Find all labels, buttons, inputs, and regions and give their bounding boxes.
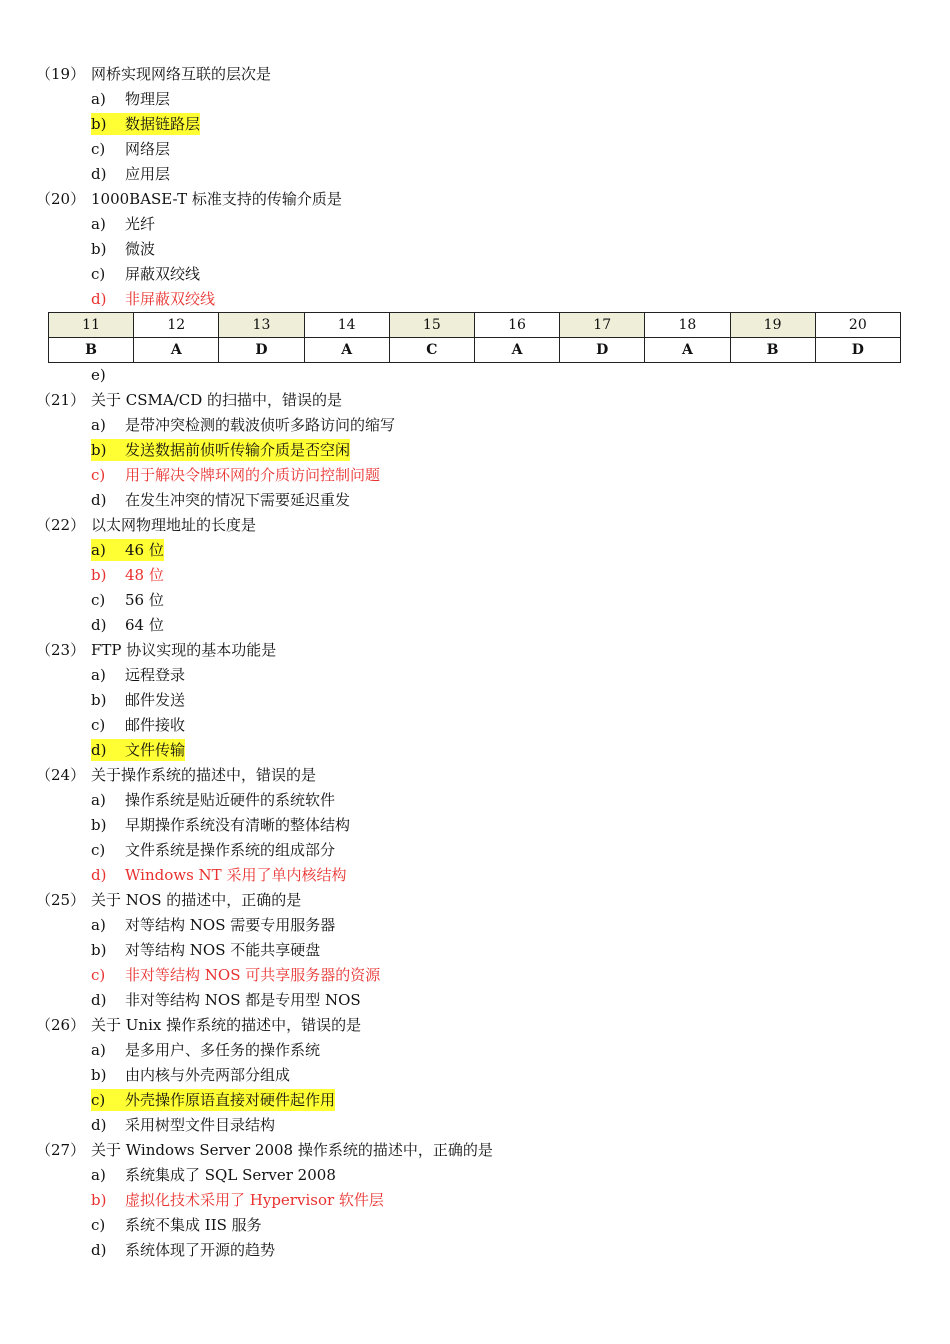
table-cell-number: 16 xyxy=(474,313,559,338)
table-cell-answer: D xyxy=(219,338,304,363)
question-text: 关于 Windows Server 2008 操作系统的描述中，正确的是 xyxy=(91,1141,493,1159)
answer-table xyxy=(48,312,901,363)
option-label: b) xyxy=(91,115,107,133)
table-cell-answer: A xyxy=(474,338,559,363)
option-text: 邮件发送 xyxy=(125,691,186,709)
table-cell-answer: A xyxy=(645,338,730,363)
option-text: 在发生冲突的情况下需要延迟重发 xyxy=(125,491,351,509)
question-number: （27） xyxy=(36,1141,86,1159)
question-number: （25） xyxy=(36,891,86,909)
option-label: d) xyxy=(91,165,107,183)
option-label: b) xyxy=(91,1066,107,1084)
question-text: 网桥实现网络互联的层次是 xyxy=(91,65,272,83)
option-label: b) xyxy=(91,691,107,709)
table-cell-answer: A xyxy=(304,338,389,363)
option-text: 微波 xyxy=(125,240,156,258)
option-text: 屏蔽双绞线 xyxy=(125,265,201,283)
option-text: Windows NT 采用了单内核结构 xyxy=(125,866,347,884)
option-label: c) xyxy=(91,1091,106,1109)
question-text: 关于 Unix 操作系统的描述中，错误的是 xyxy=(91,1016,362,1034)
option-label: a) xyxy=(91,666,106,684)
question-number: （23） xyxy=(36,641,86,659)
option-label: b) xyxy=(91,941,107,959)
option-label: d) xyxy=(91,741,107,759)
option-label: d) xyxy=(91,616,107,634)
table-cell-answer: D xyxy=(560,338,645,363)
option-label: d) xyxy=(91,866,107,884)
option-text: 由内核与外壳两部分组成 xyxy=(125,1066,291,1084)
table-cell-number: 12 xyxy=(134,313,219,338)
table-cell-number: 13 xyxy=(219,313,304,338)
question-text: 关于 NOS 的描述中，正确的是 xyxy=(91,891,302,909)
option-label: a) xyxy=(91,90,106,108)
question-number: （20） xyxy=(36,190,86,208)
option-text: 非屏蔽双绞线 xyxy=(125,290,216,308)
option-label: a) xyxy=(91,791,106,809)
option-label: a) xyxy=(91,215,106,233)
option-label: c) xyxy=(91,591,106,609)
option-label: e) xyxy=(91,366,106,384)
table-cell-number: 11 xyxy=(49,313,134,338)
option-text: 物理层 xyxy=(125,90,171,108)
question-number: （19） xyxy=(36,65,86,83)
option-label: c) xyxy=(91,265,106,283)
table-cell-number: 17 xyxy=(560,313,645,338)
option-label: c) xyxy=(91,966,106,984)
option-label: d) xyxy=(91,1241,107,1259)
table-cell-answer: D xyxy=(815,338,900,363)
option-label: a) xyxy=(91,1166,106,1184)
option-text: 发送数据前侦听传输介质是否空闲 xyxy=(125,441,351,459)
option-text: 系统集成了 SQL Server 2008 xyxy=(125,1166,336,1184)
option-text: 操作系统是贴近硬件的系统软件 xyxy=(125,791,336,809)
option-text: 邮件接收 xyxy=(125,716,186,734)
option-text: 文件传输 xyxy=(125,741,186,759)
option-text: 文件系统是操作系统的组成部分 xyxy=(125,841,336,859)
table-cell-number: 15 xyxy=(389,313,474,338)
question-text: 以太网物理地址的长度是 xyxy=(91,516,257,534)
option-text: 采用树型文件目录结构 xyxy=(125,1116,276,1134)
option-label: a) xyxy=(91,916,106,934)
question-text: 关于操作系统的描述中，错误的是 xyxy=(91,766,317,784)
option-label: c) xyxy=(91,841,106,859)
option-text: 是带冲突检测的载波侦听多路访问的缩写 xyxy=(125,416,396,434)
option-label: c) xyxy=(91,1216,106,1234)
option-label: a) xyxy=(91,416,106,434)
option-text: 早期操作系统没有清晰的整体结构 xyxy=(125,816,351,834)
option-text: 对等结构 NOS 需要专用服务器 xyxy=(125,916,336,934)
option-text: 光纤 xyxy=(125,215,156,233)
table-cell-number: 19 xyxy=(730,313,815,338)
option-label: b) xyxy=(91,240,107,258)
option-text: 应用层 xyxy=(125,165,171,183)
option-label: d) xyxy=(91,1116,107,1134)
question-text: FTP 协议实现的基本功能是 xyxy=(91,641,277,659)
question-number: （21） xyxy=(36,391,86,409)
option-text: 56 位 xyxy=(125,591,164,609)
table-cell-answer: B xyxy=(49,338,134,363)
option-text: 非对等结构 NOS 可共享服务器的资源 xyxy=(125,966,381,984)
answer-table-number-row xyxy=(49,313,901,338)
option-label: d) xyxy=(91,491,107,509)
table-cell-answer: A xyxy=(134,338,219,363)
question-text: 1000BASE-T 标准支持的传输介质是 xyxy=(91,190,342,208)
option-label: b) xyxy=(91,816,107,834)
option-text: 是多用户、多任务的操作系统 xyxy=(125,1041,321,1059)
option-text: 对等结构 NOS 不能共享硬盘 xyxy=(125,941,321,959)
question-number: （26） xyxy=(36,1016,86,1034)
option-text: 64 位 xyxy=(125,616,164,634)
option-label: d) xyxy=(91,991,107,1009)
option-text: 系统不集成 IIS 服务 xyxy=(125,1216,262,1234)
option-text: 网络层 xyxy=(125,140,171,158)
option-text: 外壳操作原语直接对硬件起作用 xyxy=(125,1091,336,1109)
answer-table-answer-row xyxy=(49,338,901,363)
option-label: c) xyxy=(91,716,106,734)
option-text: 非对等结构 NOS 都是专用型 NOS xyxy=(125,991,361,1009)
option-label: c) xyxy=(91,466,106,484)
option-text: 远程登录 xyxy=(125,666,186,684)
option-text: 虚拟化技术采用了 Hypervisor 软件层 xyxy=(125,1191,384,1209)
table-cell-number: 14 xyxy=(304,313,389,338)
question-text: 关于 CSMA/CD 的扫描中，错误的是 xyxy=(91,391,343,409)
question-number: （24） xyxy=(36,766,86,784)
option-text: 48 位 xyxy=(125,566,164,584)
option-text: 数据链路层 xyxy=(125,115,201,133)
option-label: a) xyxy=(91,1041,106,1059)
option-text: 系统体现了开源的趋势 xyxy=(125,1241,276,1259)
question-number: （22） xyxy=(36,516,86,534)
option-label: b) xyxy=(91,1191,107,1209)
table-cell-number: 18 xyxy=(645,313,730,338)
option-label: d) xyxy=(91,290,107,308)
option-text: 46 位 xyxy=(125,541,164,559)
table-cell-answer: B xyxy=(730,338,815,363)
option-label: b) xyxy=(91,441,107,459)
option-label: b) xyxy=(91,566,107,584)
table-cell-answer: C xyxy=(389,338,474,363)
table-cell-number: 20 xyxy=(815,313,900,338)
option-text: 用于解决令牌环网的介质访问控制问题 xyxy=(125,466,381,484)
option-label: a) xyxy=(91,541,106,559)
option-label: c) xyxy=(91,140,106,158)
